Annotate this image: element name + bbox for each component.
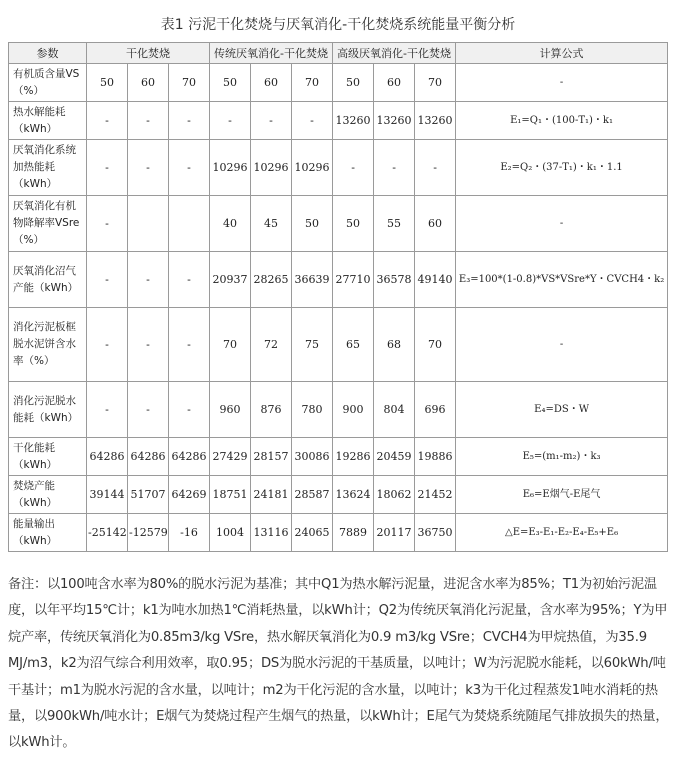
- table-cell: -: [128, 252, 169, 308]
- table-cell: 21452: [415, 476, 456, 514]
- table-cell: -: [374, 140, 415, 196]
- table-cell: -: [87, 140, 128, 196]
- row-parameter-label: 焚烧产能（kWh）: [9, 476, 87, 514]
- table-row: [9, 140, 668, 196]
- table-cell: 696: [415, 382, 456, 438]
- table-cell: 24181: [251, 476, 292, 514]
- table-cell: 55: [374, 196, 415, 252]
- table-cell: 28157: [251, 438, 292, 476]
- table-cell: 65: [333, 308, 374, 382]
- row-formula: -: [456, 196, 668, 252]
- table-cell: [128, 196, 169, 252]
- row-parameter-label: 有机质含量VS（%）: [9, 64, 87, 102]
- table-cell: 60: [251, 64, 292, 102]
- table-cell: 27429: [210, 438, 251, 476]
- table-cell: -25142: [87, 514, 128, 552]
- table-cell: 50: [210, 64, 251, 102]
- table-row: [9, 514, 668, 552]
- table-cell: 51707: [128, 476, 169, 514]
- row-parameter-label: 能量输出（kWh）: [9, 514, 87, 552]
- table-cell: -: [333, 140, 374, 196]
- table-cell: 60: [415, 196, 456, 252]
- table-cell: 40: [210, 196, 251, 252]
- table-cell: 30086: [292, 438, 333, 476]
- table-cell: 804: [374, 382, 415, 438]
- table-cell: -: [128, 140, 169, 196]
- header-parameter: 参数: [9, 43, 87, 64]
- table-cell: -: [169, 382, 210, 438]
- table-cell: -: [169, 102, 210, 140]
- row-formula: E₃=100*(1-0.8)*VS*VSre*Y・CVCH4・k₂: [456, 252, 668, 308]
- table-cell: 13116: [251, 514, 292, 552]
- table-row: [9, 476, 668, 514]
- table-cell: -: [128, 102, 169, 140]
- table-body: [9, 64, 668, 552]
- table-cell: 28265: [251, 252, 292, 308]
- table-cell: 36639: [292, 252, 333, 308]
- table-cell: 900: [333, 382, 374, 438]
- table-cell: -: [87, 102, 128, 140]
- table-cell: 50: [333, 196, 374, 252]
- table-header-row: [9, 43, 668, 64]
- row-parameter-label: 消化污泥脱水能耗（kWh）: [9, 382, 87, 438]
- header-drying-incineration: 干化焚烧: [87, 43, 210, 64]
- table-cell: 19286: [333, 438, 374, 476]
- table-cell: -: [251, 102, 292, 140]
- table-cell: 50: [333, 64, 374, 102]
- table-cell: -: [169, 308, 210, 382]
- table-cell: 68: [374, 308, 415, 382]
- row-parameter-label: 厌氧消化有机物降解率VSre（%）: [9, 196, 87, 252]
- table-row: [9, 196, 668, 252]
- table-cell: 10296: [292, 140, 333, 196]
- table-cell: 36578: [374, 252, 415, 308]
- table-cell: -: [87, 382, 128, 438]
- table-cell: 20117: [374, 514, 415, 552]
- table-cell: 70: [292, 64, 333, 102]
- table-cell: -16: [169, 514, 210, 552]
- table-cell: 18751: [210, 476, 251, 514]
- table-cell: -: [87, 252, 128, 308]
- table-cell: 10296: [251, 140, 292, 196]
- table-cell: -: [128, 308, 169, 382]
- table-cell: -: [128, 382, 169, 438]
- table-cell: 18062: [374, 476, 415, 514]
- row-formula: -: [456, 308, 668, 382]
- table-cell: -: [210, 102, 251, 140]
- table-cell: 24065: [292, 514, 333, 552]
- table-cell: 50: [87, 64, 128, 102]
- table-cell: 70: [415, 308, 456, 382]
- table-row: [9, 252, 668, 308]
- table-row: [9, 64, 668, 102]
- table-cell: 49140: [415, 252, 456, 308]
- energy-balance-table: [8, 42, 668, 552]
- table-caption: 表1 污泥干化焚烧与厌氧消化-干化焚烧系统能量平衡分析: [160, 17, 516, 33]
- table-cell: 10296: [210, 140, 251, 196]
- row-formula: △E=E₃-E₁-E₂-E₄-E₅+E₆: [456, 514, 668, 552]
- table-cell: 39144: [87, 476, 128, 514]
- table-cell: -: [415, 140, 456, 196]
- row-formula: E₅=(m₁-m₂)・k₃: [456, 438, 668, 476]
- table-cell: 1004: [210, 514, 251, 552]
- table-cell: 64269: [169, 476, 210, 514]
- table-cell: 28587: [292, 476, 333, 514]
- row-parameter-label: 干化能耗（kWh）: [9, 438, 87, 476]
- row-formula: E₂=Q₂・(37-T₁)・k₁・1.1: [456, 140, 668, 196]
- row-parameter-label: 热水解能耗（kWh）: [9, 102, 87, 140]
- table-cell: -: [292, 102, 333, 140]
- table-cell: 13260: [333, 102, 374, 140]
- table-cell: -: [87, 308, 128, 382]
- table-note: 备注：以100吨含水率为80%的脱水污泥为基准；其中Q1为热水解污泥量，进泥含水率为85%；T1为初始污泥温度，以年平均15℃计；k1为吨水加热1℃消耗热量，以kWh计；Q2为传统厌氧消化污泥量，含水率为95%；Y为甲烷产率，传统厌氧消化为0.85m3/kg VSre，热水解厌氧消化为0.9 m3/kg VSre；CVCH4为甲烷热值，为35.9 MJ/m3，k2为沼气综合利用效率，取0.95；DS为脱水污泥的干基质量，以吨计；W为污泥脱水能耗，以60kWh/吨干基计；m1为脱水污泥的含水量，以吨计；m2为干化污泥的含水量，以吨计；k3为干化过程蒸发1吨水消耗的热量，以900kWh/吨水计；E烟气为焚烧过程产生烟气的热量，以kWh计；E尾气为焚烧系统随尾气排放损失的热量，以kWh计。: [8, 577, 669, 751]
- table-cell: 36750: [415, 514, 456, 552]
- table-cell: 60: [128, 64, 169, 102]
- table-cell: 64286: [87, 438, 128, 476]
- table-cell: 70: [169, 64, 210, 102]
- table-cell: 75: [292, 308, 333, 382]
- table-cell: 20937: [210, 252, 251, 308]
- table-cell: -: [169, 140, 210, 196]
- table-cell: -: [87, 196, 128, 252]
- table-cell: -: [169, 252, 210, 308]
- table-cell: 13260: [415, 102, 456, 140]
- table-cell: -12579: [128, 514, 169, 552]
- row-formula: E₄=DS・W: [456, 382, 668, 438]
- row-parameter-label: 消化污泥板框脱水泥饼含水率（%）: [9, 308, 87, 382]
- table-cell: 20459: [374, 438, 415, 476]
- row-formula: -: [456, 64, 668, 102]
- table-cell: 13624: [333, 476, 374, 514]
- table-cell: 45: [251, 196, 292, 252]
- row-parameter-label: 厌氧消化沼气产能（kWh）: [9, 252, 87, 308]
- row-formula: E₁=Q₁・(100-T₁)・k₁: [456, 102, 668, 140]
- table-cell: 19886: [415, 438, 456, 476]
- table-cell: 64286: [128, 438, 169, 476]
- table-cell: 27710: [333, 252, 374, 308]
- header-advanced-ad: 高级厌氧消化-干化焚烧: [333, 43, 456, 64]
- table-cell: 13260: [374, 102, 415, 140]
- table-row: [9, 308, 668, 382]
- table-row: [9, 382, 668, 438]
- table-cell: 70: [415, 64, 456, 102]
- table-cell: 960: [210, 382, 251, 438]
- header-formula: 计算公式: [456, 43, 668, 64]
- table-cell: 876: [251, 382, 292, 438]
- header-traditional-ad: 传统厌氧消化-干化焚烧: [210, 43, 333, 64]
- table-cell: 60: [374, 64, 415, 102]
- table-cell: 780: [292, 382, 333, 438]
- row-formula: E₆=E烟气-E尾气: [456, 476, 668, 514]
- table-cell: 50: [292, 196, 333, 252]
- table-cell: 64286: [169, 438, 210, 476]
- table-cell: 72: [251, 308, 292, 382]
- table-cell: [169, 196, 210, 252]
- row-parameter-label: 厌氧消化系统加热能耗（kWh）: [9, 140, 87, 196]
- table-cell: 7889: [333, 514, 374, 552]
- table-row: [9, 438, 668, 476]
- table-cell: 70: [210, 308, 251, 382]
- table-row: [9, 102, 668, 140]
